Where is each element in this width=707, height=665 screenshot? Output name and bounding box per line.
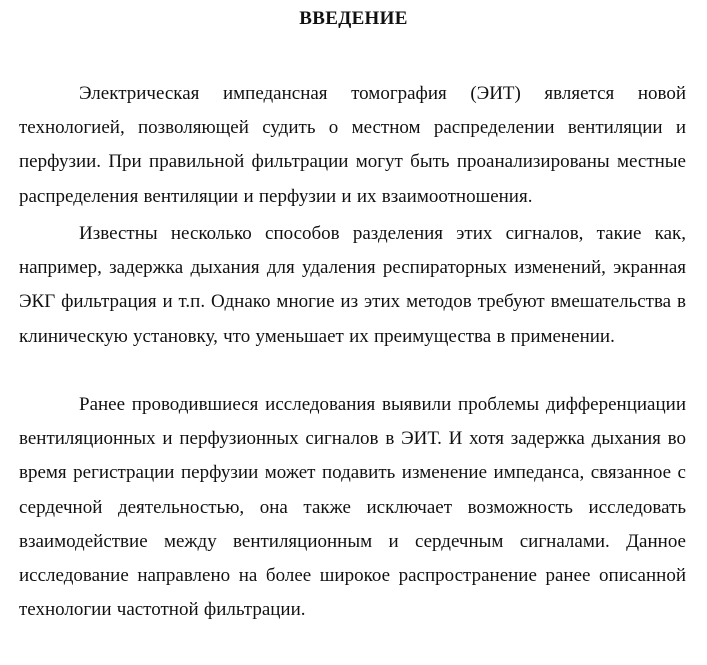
paragraph-2: Известны несколько способов разделения этих сигналов, такие как, например, задержка дыхания для удаления респираторных изменений, экранная ЭКГ фильтрация и т.п. Однако многие из этих методов требуют вмешательства в клиническую установку, что уменьшает их преимущества в применении. bbox=[19, 223, 686, 347]
page-title: ВВЕДЕНИЕ bbox=[299, 8, 408, 29]
paragraph-1: Электрическая импедансная томография (ЭИТ) является новой технологией, позволяющей судить о местном распределении вентиляции и перфузии. При правильной фильтрации могут быть проанализированы местные распределения вентиляции и перфузии и их взаимоотношения. bbox=[19, 83, 686, 207]
paragraph-3: Ранее проводившиеся исследования выявили проблемы дифференциации вентиляционных и перфузионных сигналов в ЭИТ. И хотя задержка дыхания во время регистрации перфузии может подавить изменение импеданса, связанное с сердечной деятельностью, она также исключает возможность исследовать взаимодействие между вентиляционным и сердечным сигналами. Данное исследование направлено на более широкое распространение ранее описанной технологии частотной фильтрации. bbox=[19, 394, 686, 621]
